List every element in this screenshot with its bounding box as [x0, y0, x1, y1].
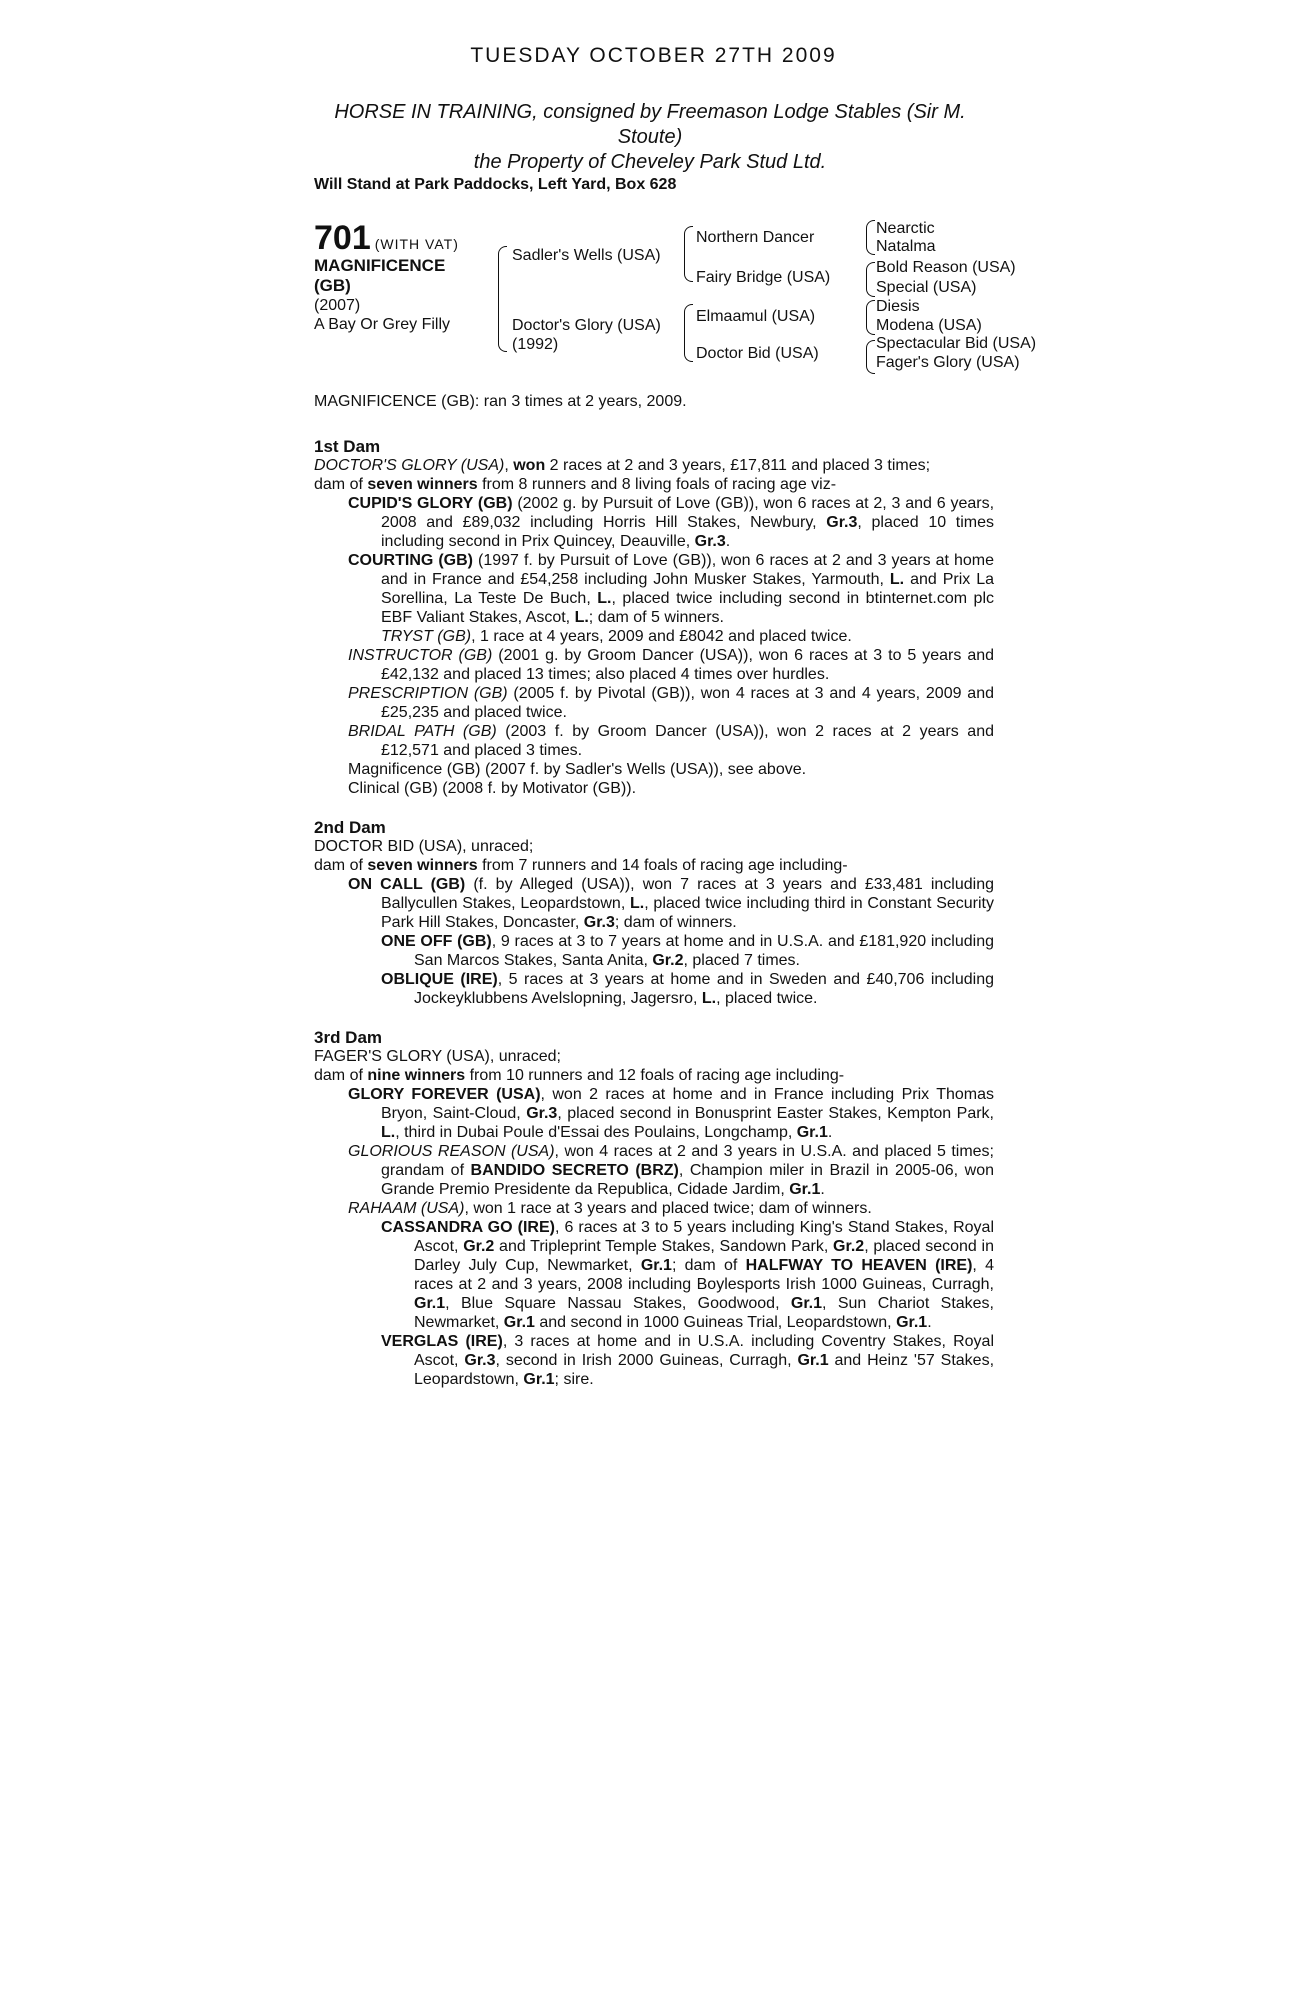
third-dam-intro: FAGER'S GLORY (USA), unraced;: [314, 1048, 561, 1065]
gen3-1: Nearctic: [876, 220, 935, 237]
produce-entry: [314, 875, 994, 932]
produce-name: GLORY FOREVER (USA): [348, 1086, 541, 1103]
sire-dam: Fairy Bridge (USA): [696, 269, 831, 286]
gen3-2: Natalma: [876, 238, 936, 255]
produce-name: PRESCRIPTION (GB): [348, 685, 508, 702]
produce-name: INSTRUCTOR (GB): [348, 647, 493, 664]
gen3-7: Spectacular Bid (USA): [876, 335, 1037, 352]
produce-entry: [314, 627, 994, 646]
gen3-4: Special (USA): [876, 279, 977, 296]
text: and second in 1000 Guineas Trial, Leopardstown,: [534, 1314, 897, 1331]
text: ; dam of: [671, 1257, 746, 1274]
text: , placed twice including third in Constant Security Park Hill Stakes, Doncaster,: [381, 895, 995, 931]
text: , 3 races at home and in U.S.A. including Coventry Stakes, Royal Ascot,: [414, 1333, 994, 1369]
gen3-3: Bold Reason (USA): [876, 259, 1016, 276]
text: , 1 race at 4 years, 2009 and £8042 and placed twice.: [471, 628, 852, 645]
produce-entry: [314, 1218, 994, 1332]
notable-horse: BANDIDO SECRETO (BRZ): [470, 1162, 679, 1179]
text: , Sun Chariot Stakes, Newmarket,: [414, 1295, 995, 1331]
grade: Gr.1: [790, 1295, 823, 1312]
gen3-6: Modena (USA): [876, 317, 982, 334]
grade: Gr.1: [896, 1314, 928, 1331]
produce-name: CUPID'S GLORY (GB): [348, 495, 513, 512]
text: , placed twice.: [716, 990, 818, 1007]
produce-entry: [314, 722, 994, 760]
grade: Gr.1: [414, 1295, 446, 1312]
text: from 8 runners and 8 living foals of racing age viz-: [477, 476, 837, 493]
horse-origin: (GB): [314, 276, 351, 295]
first-dam-intro: DOCTOR'S GLORY (USA), won 2 races at 2 and 3 years, £17,811 and placed 3 times;: [314, 457, 931, 474]
brace-g3: [866, 300, 875, 335]
grade: Gr.3: [526, 1105, 558, 1122]
text: , won 2 races at home and in France including Prix Thomas Bryon, Saint-Cloud,: [381, 1086, 995, 1122]
produce-entry: [314, 494, 994, 551]
text: , Blue Square Nassau Stakes, Goodwood,: [445, 1295, 791, 1312]
sire-sire: Northern Dancer: [696, 229, 815, 246]
text: from 7 runners and 14 foals of racing age including-: [477, 857, 848, 874]
produce-name: BRIDAL PATH (GB): [348, 723, 497, 740]
text: and Heinz '57 Stakes, Leopardstown,: [414, 1352, 995, 1388]
consignor-line2: Stoute): [617, 126, 683, 148]
second-dam-heading: 2nd Dam: [314, 818, 386, 837]
text: (2005 f. by Pivotal (GB)), won 4 races at 3 and 4 years, 2009 and £25,235 and placed twice.: [381, 685, 995, 721]
third-dam-heading: 3rd Dam: [314, 1028, 383, 1047]
produce-entry: [314, 1085, 994, 1142]
produce-name: OBLIQUE (IRE): [381, 971, 498, 988]
sale-date: TUESDAY OCTOBER 27TH 2009: [470, 44, 837, 67]
foaling-year: (2007): [314, 297, 361, 314]
produce-entry: [314, 646, 994, 684]
text: (f. by Alleged (USA)), won 7 races at 3 years and £33,481 including Ballycullen Stakes, Leopardstown,: [381, 876, 995, 912]
produce-name: COURTING (GB): [348, 552, 473, 569]
grade: L.: [597, 590, 612, 607]
produce-entry: [314, 970, 994, 1008]
consignment-header: [310, 100, 990, 175]
text: ; dam of 5 winners.: [588, 609, 724, 626]
text: , won 4 races at 2 and 3 years in U.S.A. and placed 5 times; grandam of: [381, 1143, 994, 1179]
grade: L.: [381, 1124, 396, 1141]
produce-entry: Clinical (GB) (2008 f. by Motivator (GB)).: [348, 780, 637, 797]
stand-location: Will Stand at Park Paddocks, Left Yard, Box 628: [314, 176, 677, 193]
produce-name: VERGLAS (IRE): [381, 1333, 503, 1350]
text: , placed second in Bonusprint Easter Stakes, Kempton Park,: [557, 1105, 994, 1122]
grade: L.: [889, 571, 905, 588]
first-dam-heading: 1st Dam: [314, 437, 381, 456]
catalogue-body: [314, 392, 994, 1389]
produce-name: ON CALL (GB): [348, 876, 466, 893]
text: , 6 races at 3 to 5 years including King's Stand Stakes, Royal Ascot,: [414, 1219, 995, 1255]
text: , 5 races at 3 years at home and in Sweden and £40,706 including Jockeyklubbens Avelslopning, Jagersro,: [414, 971, 994, 1007]
text: .: [827, 1124, 833, 1141]
grade: Gr.2: [652, 952, 684, 969]
produce-entry: [314, 551, 994, 627]
grade: Gr.3: [464, 1352, 496, 1369]
produce-name: GLORIOUS REASON (USA): [348, 1143, 555, 1160]
text: , Champion miler in Brazil in 2005-06, won Grande Premio Presidente da Republica, Cidade Jardim,: [381, 1162, 994, 1198]
brace-g2: [866, 262, 875, 297]
vat-label: (WITH VAT): [374, 236, 459, 252]
grade: L.: [701, 990, 717, 1007]
text: .: [927, 1314, 932, 1331]
dam-year: (1992): [512, 336, 559, 353]
text: dam of: [314, 857, 368, 874]
gen3-5: Diesis: [876, 298, 920, 315]
text: (2003 f. by Groom Dancer (USA)), won 2 races at 2 years and £12,571 and placed 3 times.: [381, 723, 995, 759]
grade: Gr.1: [789, 1181, 821, 1198]
dam-dam: Doctor Bid (USA): [696, 345, 819, 362]
text: , placed 10 times including second in Prix Quincey, Deauville,: [381, 514, 995, 550]
horse-description: A Bay Or Grey Filly: [314, 316, 451, 333]
produce-name: CASSANDRA GO (IRE): [381, 1219, 555, 1236]
notable-horse: HALFWAY TO HEAVEN (IRE): [745, 1257, 973, 1274]
text: , placed 7 times.: [683, 952, 800, 969]
brace-sire: [684, 226, 693, 282]
brace-g1: [866, 220, 875, 255]
grade: Gr.3: [694, 533, 726, 550]
consignor-line1: HORSE IN TRAINING, consigned by Freemason Lodge Stables (Sir M.: [334, 101, 966, 123]
text: , won 1 race at 3 years and placed twice; dam of winners.: [464, 1200, 872, 1217]
grade: L.: [630, 895, 645, 912]
text: , third in Dubai Poule d'Essai des Poulains, Longchamp,: [395, 1124, 797, 1141]
text: .: [725, 533, 731, 550]
brace-g4: [866, 340, 875, 374]
produce-entry: [314, 684, 994, 722]
grade: Gr.3: [583, 914, 615, 931]
grade: L.: [574, 609, 589, 626]
produce-name: RAHAAM (USA): [348, 1200, 465, 1217]
text: (2002 g. by Pursuit of Love (GB)), won 6 races at 2, 3 and 6 years, 2008 and £89,032 including Horris Hill Stakes, Newbury,: [381, 495, 995, 531]
text: , placed twice including second in btinternet.com plc EBF Valiant Stakes, Ascot,: [381, 590, 995, 626]
text: from 10 runners and 12 foals of racing age including-: [465, 1067, 845, 1084]
lot-number: 701: [314, 219, 371, 257]
winners-count: nine winners: [367, 1067, 466, 1084]
produce-entry: [314, 932, 994, 970]
text: (1997 f. by Pursuit of Love (GB)), won 6 races at 2 and 3 years at home and in France and £54,258 including John Musker Stakes, Yarmouth,: [381, 552, 994, 588]
owner-line: the Property of Cheveley Park Stud Ltd.: [473, 151, 827, 173]
text: ; dam of winners.: [614, 914, 737, 931]
produce-entry: [314, 1199, 994, 1218]
produce-entry: [314, 1142, 994, 1199]
grade: Gr.1: [503, 1314, 535, 1331]
dam-name: DOCTOR'S GLORY (USA): [314, 457, 505, 474]
sire: Sadler's Wells (USA): [512, 247, 661, 264]
lot-block: [314, 220, 494, 334]
third-dam-produce: [314, 1066, 994, 1085]
second-dam-produce: [314, 856, 994, 875]
text: dam of: [314, 476, 368, 493]
horse-name: MAGNIFICENCE: [314, 256, 446, 275]
text: .: [820, 1181, 825, 1198]
grade: Gr.2: [833, 1238, 865, 1255]
grade: Gr.1: [640, 1257, 672, 1274]
produce-name: TRYST (GB): [381, 628, 472, 645]
first-dam-produce: [314, 475, 994, 494]
won-label: won: [513, 457, 546, 474]
text: and Tripleprint Temple Stakes, Sandown Park,: [494, 1238, 834, 1255]
grade: Gr.2: [463, 1238, 495, 1255]
winners-count: seven winners: [367, 476, 478, 493]
produce-entry: [314, 1332, 994, 1389]
dam-record: 2 races at 2 and 3 years, £17,811 and placed 3 times;: [545, 457, 931, 474]
text: dam of: [314, 1067, 368, 1084]
text: and Prix La Sorellina, La Teste De Buch,: [381, 571, 994, 607]
grade: Gr.1: [523, 1371, 555, 1388]
brace-gen1: [498, 246, 507, 352]
winners-count: seven winners: [367, 857, 478, 874]
gen3-8: Fager's Glory (USA): [876, 354, 1020, 371]
text: , placed second in Darley July Cup, Newmarket,: [414, 1238, 994, 1274]
text: (2001 g. by Groom Dancer (USA)), won 6 races at 3 to 5 years and £42,132 and placed 13 times; also placed 4 times over hurdles.: [381, 647, 995, 683]
dam-sire: Elmaamul (USA): [696, 308, 816, 325]
text: ; sire.: [554, 1371, 594, 1388]
grade: Gr.3: [826, 514, 858, 531]
text: , 4 races at 2 and 3 years, 2008 including Boylesports Irish 1000 Guineas, Curragh,: [414, 1257, 995, 1293]
second-dam-intro: DOCTOR BID (USA), unraced;: [314, 838, 534, 855]
dam: Doctor's Glory (USA): [512, 317, 661, 334]
race-summary: MAGNIFICENCE (GB): ran 3 times at 2 years, 2009.: [314, 393, 687, 410]
text: , second in Irish 2000 Guineas, Curragh,: [495, 1352, 798, 1369]
text: , 9 races at 3 to 7 years at home and in U.S.A. and £181,920 including San Marcos Stakes, Santa Anita,: [414, 933, 994, 969]
produce-entry: Magnificence (GB) (2007 f. by Sadler's Wells (USA)), see above.: [348, 761, 807, 778]
produce-name: ONE OFF (GB): [381, 933, 492, 950]
grade: Gr.1: [797, 1352, 829, 1369]
grade: Gr.1: [796, 1124, 828, 1141]
brace-dam: [684, 304, 693, 362]
